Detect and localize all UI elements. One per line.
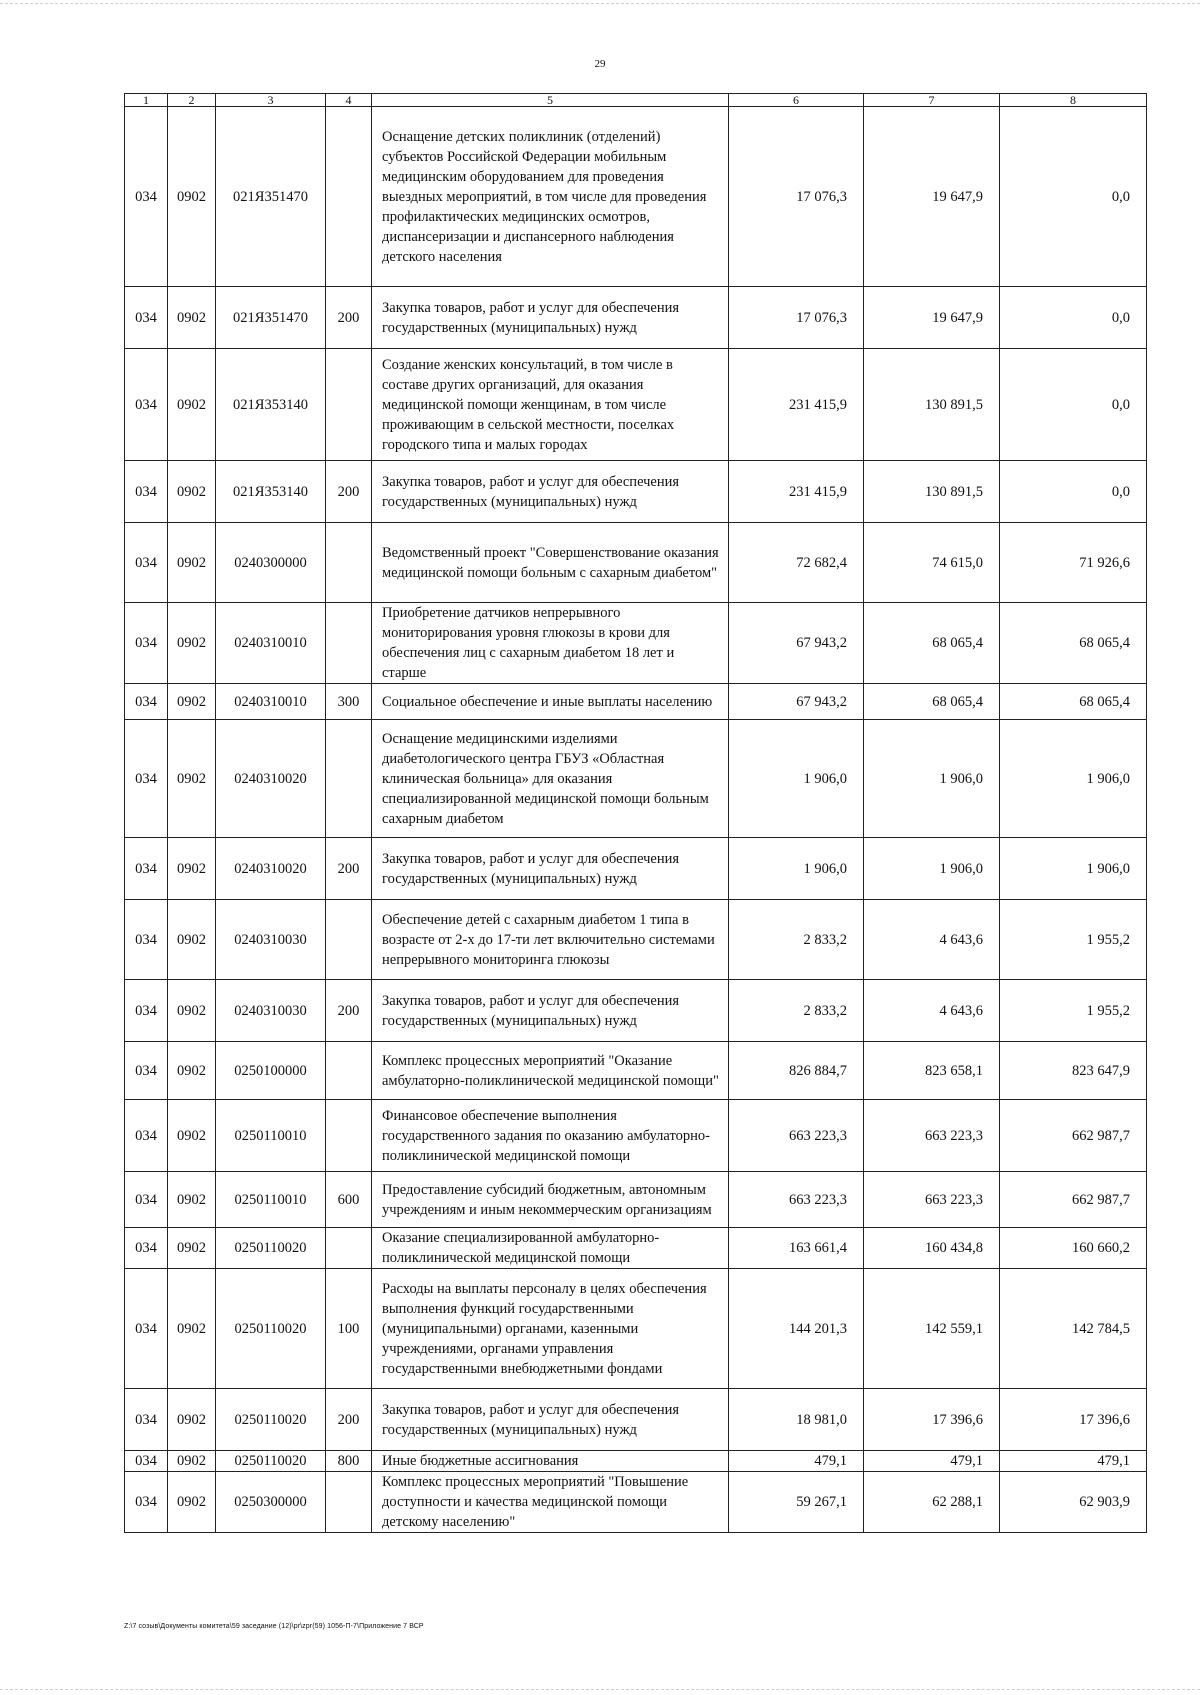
cell-section-code: 0902 bbox=[168, 900, 216, 980]
table-row bbox=[125, 1042, 1147, 1100]
table-row bbox=[125, 1172, 1147, 1228]
cell-section-code: 0902 bbox=[168, 1269, 216, 1389]
cell-target-article: 0250110020 bbox=[216, 1389, 326, 1451]
cell-amount-col7: 663 223,3 bbox=[864, 1100, 1000, 1172]
budget-table-container bbox=[124, 93, 1146, 1533]
cell-amount-col8: 0,0 bbox=[1000, 461, 1147, 523]
cell-description: Комплекс процессных мероприятий "Повышение доступности и качества медицинской помощи детскому населению" bbox=[372, 1472, 729, 1533]
cell-amount-col6: 1 906,0 bbox=[729, 720, 864, 838]
budget-table bbox=[124, 93, 1147, 1533]
cell-admin-code: 034 bbox=[125, 838, 168, 900]
cell-amount-col7: 19 647,9 bbox=[864, 287, 1000, 349]
table-row bbox=[125, 523, 1147, 603]
cell-target-article: 0240310010 bbox=[216, 684, 326, 720]
cell-amount-col7: 68 065,4 bbox=[864, 684, 1000, 720]
cell-amount-col6: 826 884,7 bbox=[729, 1042, 864, 1100]
cell-target-article: 021Я353140 bbox=[216, 461, 326, 523]
cell-target-article: 0250300000 bbox=[216, 1472, 326, 1533]
cell-admin-code: 034 bbox=[125, 684, 168, 720]
cell-amount-col7: 663 223,3 bbox=[864, 1172, 1000, 1228]
cell-target-article: 0250110010 bbox=[216, 1100, 326, 1172]
cell-amount-col6: 72 682,4 bbox=[729, 523, 864, 603]
cell-expense-type bbox=[326, 523, 372, 603]
cell-amount-col7: 1 906,0 bbox=[864, 720, 1000, 838]
cell-target-article: 0250110010 bbox=[216, 1172, 326, 1228]
cell-amount-col7: 19 647,9 bbox=[864, 107, 1000, 287]
cell-expense-type: 200 bbox=[326, 980, 372, 1042]
cell-description: Иные бюджетные ассигнования bbox=[372, 1451, 729, 1472]
cell-admin-code: 034 bbox=[125, 720, 168, 838]
cell-description: Оснащение детских поликлиник (отделений) субъектов Российской Федерации мобильным медицинским оборудованием для проведения выездных мероприятий, в том числе для проведения профилактических медицинских осмотров, диспансеризации и диспансерного наблюдения детского населения bbox=[372, 107, 729, 287]
cell-amount-col6: 67 943,2 bbox=[729, 603, 864, 684]
cell-section-code: 0902 bbox=[168, 1042, 216, 1100]
cell-expense-type bbox=[326, 1100, 372, 1172]
cell-description: Обеспечение детей с сахарным диабетом 1 типа в возрасте от 2-х до 17-ти лет включительно системами непрерывного мониторинга глюкозы bbox=[372, 900, 729, 980]
cell-description: Закупка товаров, работ и услуг для обеспечения государственных (муниципальных) нужд bbox=[372, 287, 729, 349]
cell-section-code: 0902 bbox=[168, 1472, 216, 1533]
cell-section-code: 0902 bbox=[168, 720, 216, 838]
cell-amount-col7: 130 891,5 bbox=[864, 461, 1000, 523]
cell-section-code: 0902 bbox=[168, 1389, 216, 1451]
cell-amount-col8: 68 065,4 bbox=[1000, 684, 1147, 720]
cell-amount-col7: 68 065,4 bbox=[864, 603, 1000, 684]
cell-expense-type bbox=[326, 107, 372, 287]
column-header: 3 bbox=[216, 94, 326, 107]
cell-expense-type bbox=[326, 1042, 372, 1100]
cell-amount-col8: 142 784,5 bbox=[1000, 1269, 1147, 1389]
cell-admin-code: 034 bbox=[125, 1389, 168, 1451]
cell-amount-col8: 62 903,9 bbox=[1000, 1472, 1147, 1533]
table-row bbox=[125, 980, 1147, 1042]
cell-target-article: 0250100000 bbox=[216, 1042, 326, 1100]
cell-description: Финансовое обеспечение выполнения государственного задания по оказанию амбулаторно-поликлинической медицинской помощи bbox=[372, 1100, 729, 1172]
cell-target-article: 0240310020 bbox=[216, 720, 326, 838]
table-row bbox=[125, 1228, 1147, 1269]
cell-amount-col8: 1 906,0 bbox=[1000, 838, 1147, 900]
column-header: 4 bbox=[326, 94, 372, 107]
cell-amount-col8: 662 987,7 bbox=[1000, 1100, 1147, 1172]
table-row bbox=[125, 720, 1147, 838]
cell-description: Оказание специализированной амбулаторно-поликлинической медицинской помощи bbox=[372, 1228, 729, 1269]
cell-amount-col8: 1 906,0 bbox=[1000, 720, 1147, 838]
column-header: 1 bbox=[125, 94, 168, 107]
cell-amount-col7: 62 288,1 bbox=[864, 1472, 1000, 1533]
cell-expense-type bbox=[326, 1472, 372, 1533]
cell-admin-code: 034 bbox=[125, 287, 168, 349]
cell-amount-col7: 4 643,6 bbox=[864, 900, 1000, 980]
cell-amount-col7: 4 643,6 bbox=[864, 980, 1000, 1042]
cell-target-article: 021Я351470 bbox=[216, 107, 326, 287]
cell-target-article: 0240310010 bbox=[216, 603, 326, 684]
cell-description: Социальное обеспечение и иные выплаты населению bbox=[372, 684, 729, 720]
cell-section-code: 0902 bbox=[168, 523, 216, 603]
cell-amount-col6: 17 076,3 bbox=[729, 287, 864, 349]
cell-target-article: 0240310030 bbox=[216, 980, 326, 1042]
cell-amount-col8: 823 647,9 bbox=[1000, 1042, 1147, 1100]
cell-admin-code: 034 bbox=[125, 1228, 168, 1269]
cell-expense-type: 200 bbox=[326, 838, 372, 900]
column-header: 6 bbox=[729, 94, 864, 107]
cell-admin-code: 034 bbox=[125, 349, 168, 461]
cell-target-article: 0240310030 bbox=[216, 900, 326, 980]
cell-expense-type: 200 bbox=[326, 461, 372, 523]
cell-expense-type bbox=[326, 900, 372, 980]
cell-amount-col7: 1 906,0 bbox=[864, 838, 1000, 900]
cell-amount-col8: 1 955,2 bbox=[1000, 900, 1147, 980]
cell-amount-col8: 68 065,4 bbox=[1000, 603, 1147, 684]
cell-target-article: 0240300000 bbox=[216, 523, 326, 603]
cell-target-article: 021Я353140 bbox=[216, 349, 326, 461]
cell-expense-type: 600 bbox=[326, 1172, 372, 1228]
cell-section-code: 0902 bbox=[168, 1100, 216, 1172]
column-header: 2 bbox=[168, 94, 216, 107]
cell-description: Предоставление субсидий бюджетным, автономным учреждениям и иным некоммерческим организациям bbox=[372, 1172, 729, 1228]
cell-amount-col6: 2 833,2 bbox=[729, 980, 864, 1042]
table-row bbox=[125, 1451, 1147, 1472]
cell-section-code: 0902 bbox=[168, 461, 216, 523]
cell-expense-type: 300 bbox=[326, 684, 372, 720]
column-header: 8 bbox=[1000, 94, 1147, 107]
table-row bbox=[125, 1389, 1147, 1451]
cell-amount-col6: 18 981,0 bbox=[729, 1389, 864, 1451]
cell-amount-col7: 823 658,1 bbox=[864, 1042, 1000, 1100]
cell-admin-code: 034 bbox=[125, 107, 168, 287]
cell-admin-code: 034 bbox=[125, 461, 168, 523]
cell-amount-col8: 479,1 bbox=[1000, 1451, 1147, 1472]
cell-description: Расходы на выплаты персоналу в целях обеспечения выполнения функций государственными (муниципальными) органами, казенными учреждениями, органами управления государственными внебюджетными фондами bbox=[372, 1269, 729, 1389]
cell-description: Закупка товаров, работ и услуг для обеспечения государственных (муниципальных) нужд bbox=[372, 838, 729, 900]
cell-section-code: 0902 bbox=[168, 1172, 216, 1228]
cell-target-article: 0250110020 bbox=[216, 1228, 326, 1269]
cell-target-article: 0250110020 bbox=[216, 1269, 326, 1389]
cell-amount-col7: 74 615,0 bbox=[864, 523, 1000, 603]
cell-amount-col6: 479,1 bbox=[729, 1451, 864, 1472]
table-row bbox=[125, 684, 1147, 720]
bottom-scan-edge bbox=[0, 1689, 1200, 1690]
column-header: 7 bbox=[864, 94, 1000, 107]
cell-expense-type bbox=[326, 720, 372, 838]
cell-section-code: 0902 bbox=[168, 349, 216, 461]
cell-section-code: 0902 bbox=[168, 1228, 216, 1269]
cell-amount-col6: 2 833,2 bbox=[729, 900, 864, 980]
cell-target-article: 0250110020 bbox=[216, 1451, 326, 1472]
cell-expense-type: 100 bbox=[326, 1269, 372, 1389]
cell-amount-col6: 1 906,0 bbox=[729, 838, 864, 900]
cell-expense-type: 200 bbox=[326, 1389, 372, 1451]
cell-amount-col6: 59 267,1 bbox=[729, 1472, 864, 1533]
cell-expense-type bbox=[326, 603, 372, 684]
table-row bbox=[125, 1100, 1147, 1172]
table-row bbox=[125, 107, 1147, 287]
cell-description: Закупка товаров, работ и услуг для обеспечения государственных (муниципальных) нужд bbox=[372, 980, 729, 1042]
cell-amount-col6: 17 076,3 bbox=[729, 107, 864, 287]
cell-section-code: 0902 bbox=[168, 838, 216, 900]
cell-description: Оснащение медицинскими изделиями диабетологического центра ГБУЗ «Областная клиническая больница» для оказания специализированной медицинской помощи больным сахарным диабетом bbox=[372, 720, 729, 838]
cell-admin-code: 034 bbox=[125, 603, 168, 684]
cell-amount-col8: 17 396,6 bbox=[1000, 1389, 1147, 1451]
cell-amount-col6: 144 201,3 bbox=[729, 1269, 864, 1389]
cell-amount-col6: 231 415,9 bbox=[729, 461, 864, 523]
table-row bbox=[125, 603, 1147, 684]
cell-amount-col7: 479,1 bbox=[864, 1451, 1000, 1472]
cell-expense-type bbox=[326, 1228, 372, 1269]
cell-admin-code: 034 bbox=[125, 900, 168, 980]
cell-target-article: 021Я351470 bbox=[216, 287, 326, 349]
cell-amount-col6: 663 223,3 bbox=[729, 1100, 864, 1172]
table-row bbox=[125, 1472, 1147, 1533]
cell-description: Комплекс процессных мероприятий "Оказание амбулаторно-поликлинической медицинской помощи" bbox=[372, 1042, 729, 1100]
cell-admin-code: 034 bbox=[125, 523, 168, 603]
cell-admin-code: 034 bbox=[125, 1100, 168, 1172]
table-header-row bbox=[125, 94, 1147, 107]
cell-admin-code: 034 bbox=[125, 1269, 168, 1389]
cell-amount-col8: 0,0 bbox=[1000, 349, 1147, 461]
cell-amount-col7: 130 891,5 bbox=[864, 349, 1000, 461]
cell-description: Приобретение датчиков непрерывного мониторирования уровня глюкозы в крови для обеспечения лиц с сахарным диабетом 18 лет и старше bbox=[372, 603, 729, 684]
cell-section-code: 0902 bbox=[168, 684, 216, 720]
table-row bbox=[125, 1269, 1147, 1389]
cell-description: Создание женских консультаций, в том числе в составе других организаций, для оказания медицинской помощи женщинам, в том числе проживающим в сельской местности, поселках городского типа и малых городах bbox=[372, 349, 729, 461]
cell-amount-col7: 160 434,8 bbox=[864, 1228, 1000, 1269]
cell-amount-col8: 71 926,6 bbox=[1000, 523, 1147, 603]
cell-admin-code: 034 bbox=[125, 1472, 168, 1533]
cell-amount-col6: 663 223,3 bbox=[729, 1172, 864, 1228]
table-row bbox=[125, 461, 1147, 523]
cell-admin-code: 034 bbox=[125, 1451, 168, 1472]
cell-target-article: 0240310020 bbox=[216, 838, 326, 900]
cell-section-code: 0902 bbox=[168, 107, 216, 287]
cell-expense-type: 800 bbox=[326, 1451, 372, 1472]
cell-amount-col6: 163 661,4 bbox=[729, 1228, 864, 1269]
cell-admin-code: 034 bbox=[125, 1042, 168, 1100]
page-number: 29 bbox=[594, 58, 606, 70]
cell-amount-col8: 0,0 bbox=[1000, 287, 1147, 349]
cell-expense-type bbox=[326, 349, 372, 461]
cell-description: Закупка товаров, работ и услуг для обеспечения государственных (муниципальных) нужд bbox=[372, 461, 729, 523]
table-body bbox=[125, 107, 1147, 1533]
top-scan-edge bbox=[0, 3, 1200, 4]
cell-amount-col8: 1 955,2 bbox=[1000, 980, 1147, 1042]
table-row bbox=[125, 900, 1147, 980]
cell-section-code: 0902 bbox=[168, 980, 216, 1042]
table-row bbox=[125, 349, 1147, 461]
cell-amount-col8: 160 660,2 bbox=[1000, 1228, 1147, 1269]
cell-section-code: 0902 bbox=[168, 287, 216, 349]
cell-amount-col7: 17 396,6 bbox=[864, 1389, 1000, 1451]
cell-amount-col7: 142 559,1 bbox=[864, 1269, 1000, 1389]
cell-amount-col6: 231 415,9 bbox=[729, 349, 864, 461]
cell-section-code: 0902 bbox=[168, 603, 216, 684]
cell-amount-col6: 67 943,2 bbox=[729, 684, 864, 720]
cell-amount-col8: 0,0 bbox=[1000, 107, 1147, 287]
footer-file-path: Z:\7 созыв\Документы комитета\59 заседание (12)\pr\zpr(59) 1056-П-7\Приложение 7 ВСР bbox=[124, 1623, 424, 1630]
cell-amount-col8: 662 987,7 bbox=[1000, 1172, 1147, 1228]
table-row bbox=[125, 287, 1147, 349]
cell-section-code: 0902 bbox=[168, 1451, 216, 1472]
cell-admin-code: 034 bbox=[125, 1172, 168, 1228]
cell-description: Ведомственный проект "Совершенствование оказания медицинской помощи больным с сахарным диабетом" bbox=[372, 523, 729, 603]
cell-expense-type: 200 bbox=[326, 287, 372, 349]
column-header: 5 bbox=[372, 94, 729, 107]
table-row bbox=[125, 838, 1147, 900]
cell-description: Закупка товаров, работ и услуг для обеспечения государственных (муниципальных) нужд bbox=[372, 1389, 729, 1451]
cell-admin-code: 034 bbox=[125, 980, 168, 1042]
